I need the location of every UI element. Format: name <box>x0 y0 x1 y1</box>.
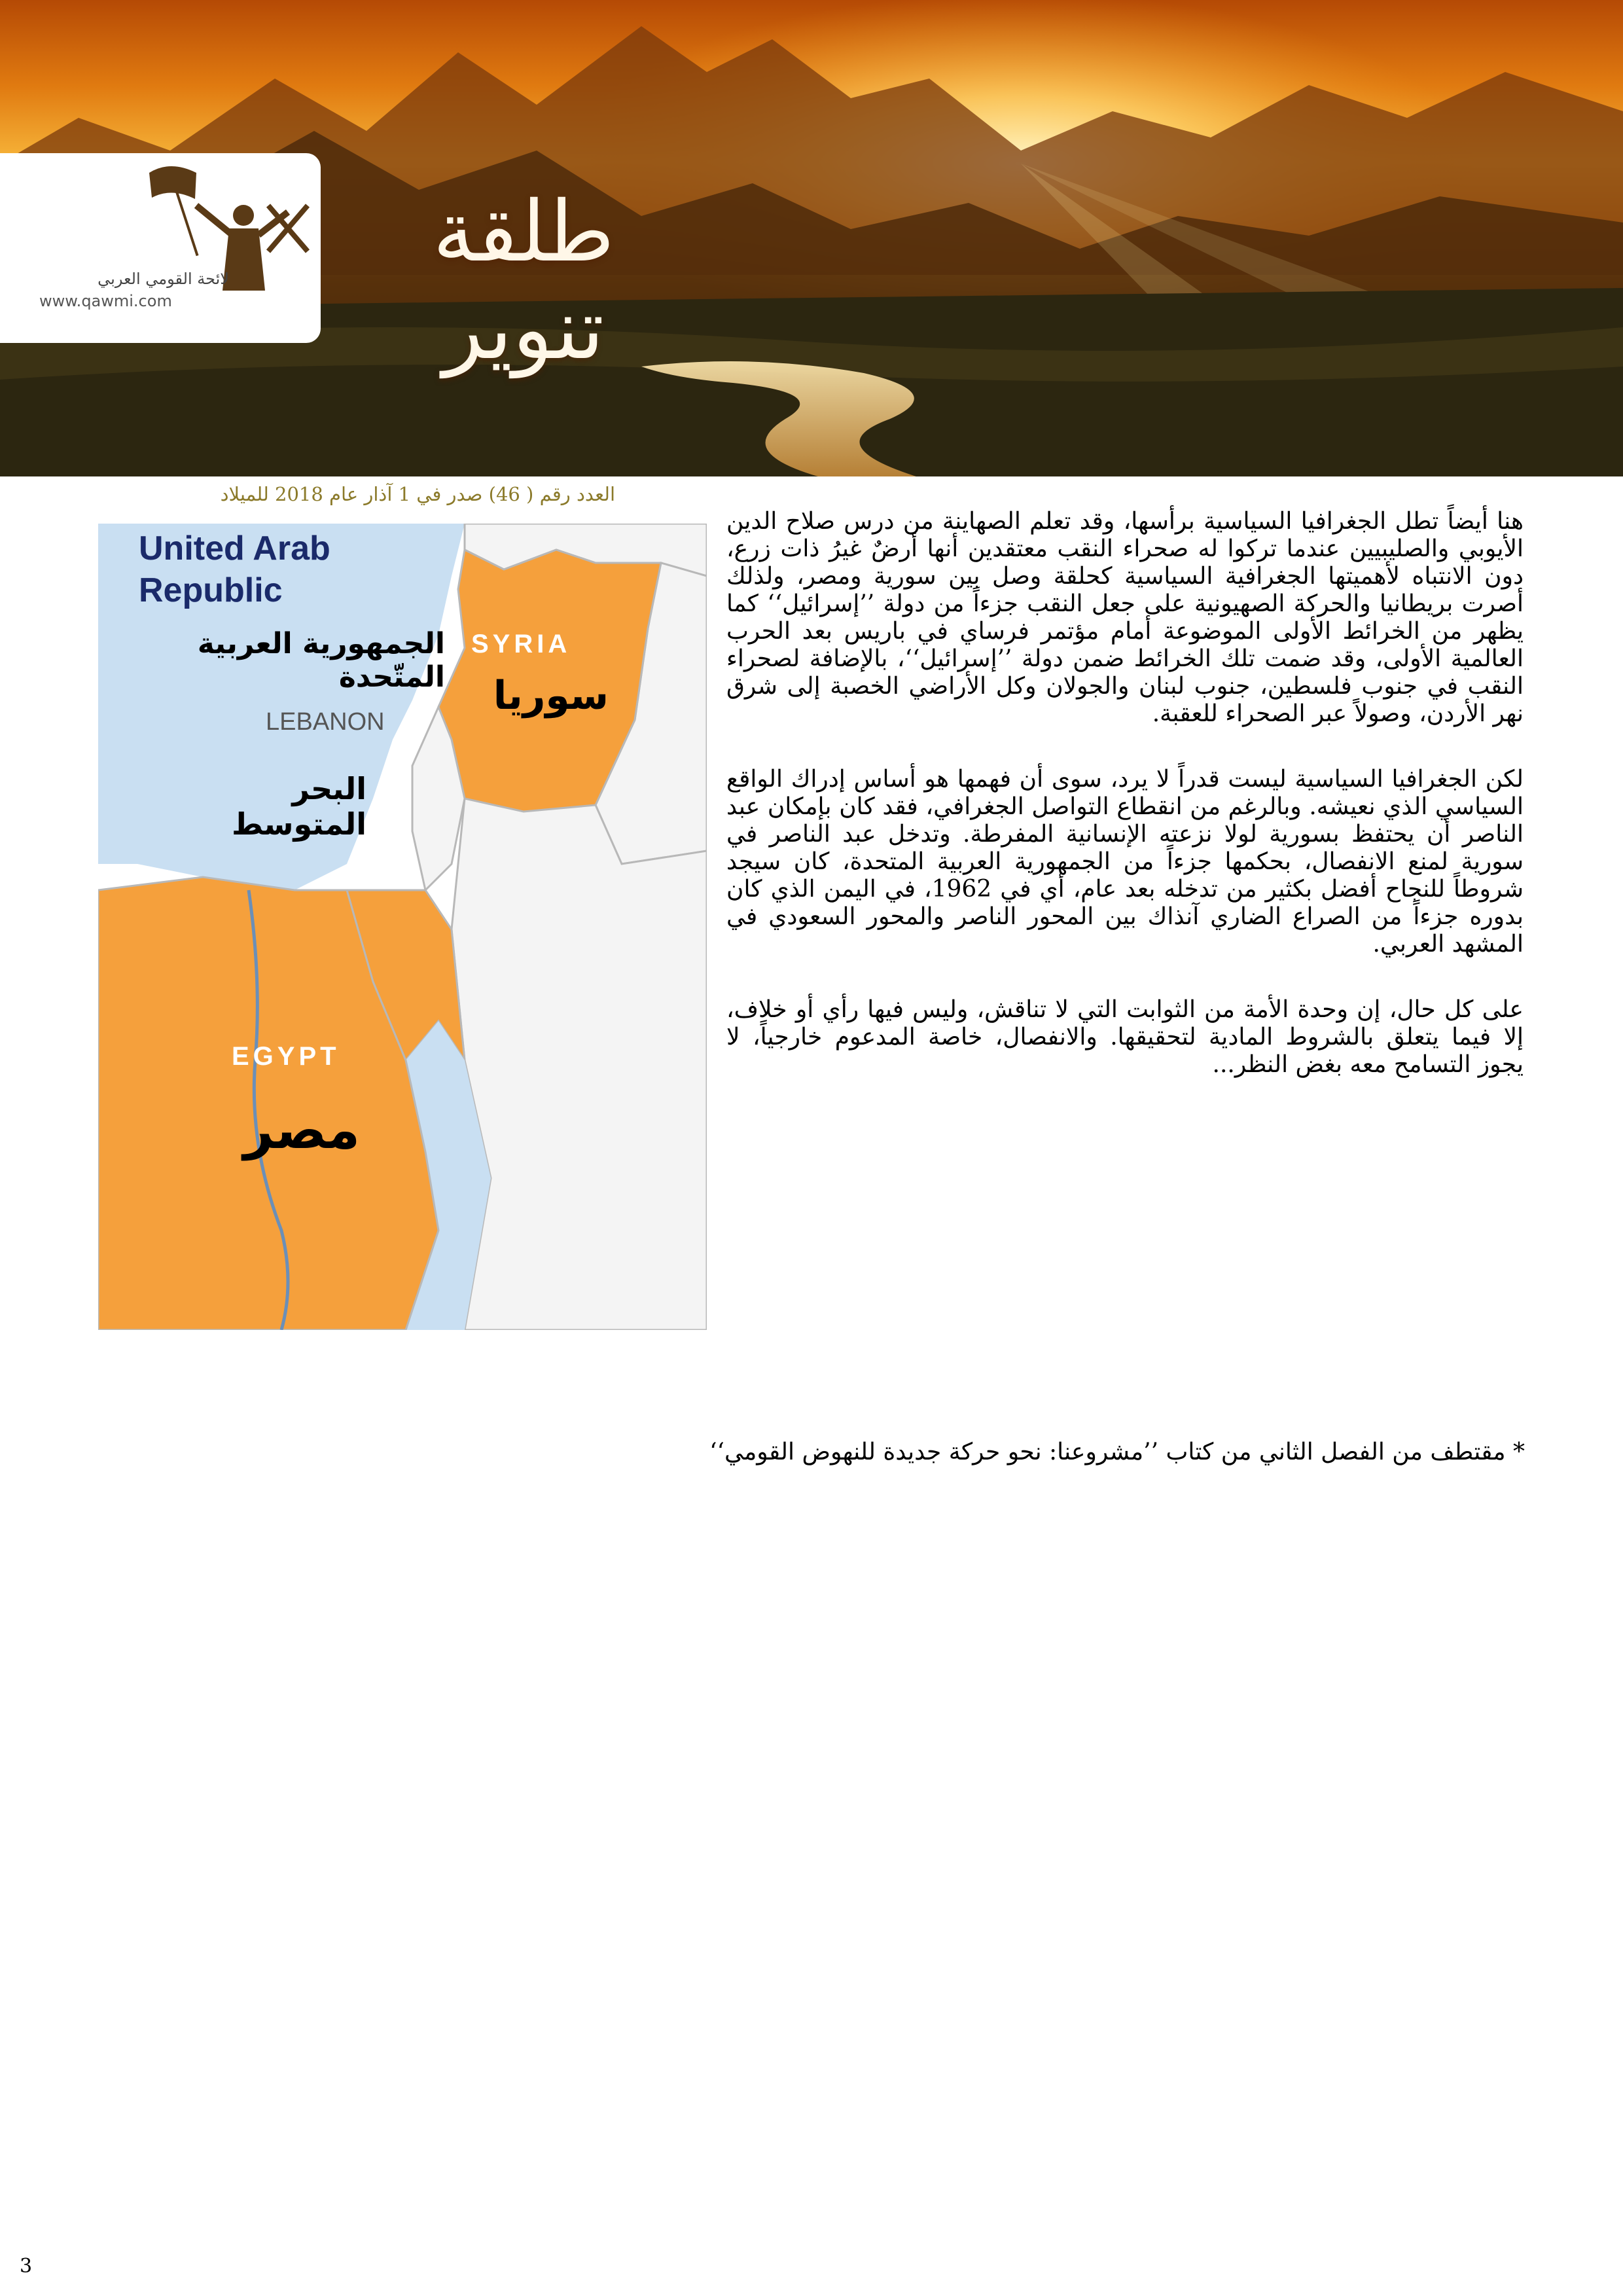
uar-map-image <box>98 524 707 1330</box>
header-banner <box>0 0 1623 476</box>
map-label-egypt-ar: مصر <box>243 1100 360 1160</box>
map-title-ar: الجمهورية العربية المتّحدة <box>197 627 445 694</box>
article-body <box>726 508 1524 1117</box>
map-label-egypt-en: EGYPT <box>232 1042 340 1071</box>
logo-card <box>0 153 321 343</box>
article-footnote: * مقتطف من الفصل الثاني من كتاب ’’مشروعنا: نحو حركة جديدة للنهوض القومي‘‘ <box>709 1439 1525 1465</box>
logo-name: لائحة القومي العربي <box>98 270 229 288</box>
logo-url: www.qawmi.com <box>39 292 172 310</box>
map-title-en-line2: Republic <box>139 571 283 609</box>
article-paragraph-2: لكن الجغرافيا السياسية ليست قدراً لا يرد، سوى أن فهمها هو أساس إدراك الواقع السياسي الذي نعيشه. وبالرغم من انقطاع التواصل الجغرافي، فقد كان بإمكان عبد الناصر أن يحتفظ بسورية لولا نزعته الإنسانية المفرطة. وتدخل عبد الناصر في سورية لمنع الانفصال، بحكمها جزءاً من الجمهورية العربية المتحدة، كان سيجد شروطاً للنجاح أفضل بكثير من تدخله بعد عام، أي في 1962، في اليمن الذي كان بدوره جزءاً من الصراع الضاري آنذاك بين المحور الناصر والمحور السعودي في المشهد العربي. <box>726 766 1524 958</box>
article-paragraph-3: على كل حال، إن وحدة الأمة من الثوابت التي لا تناقش، وليس فيها رأي أو خلاف، إلا فيما يتعلق بالشروط المادية لتحقيقها. والانفصال، خاصة المدعوم خارجياً، لا يجوز التسامح معه بغض النظر... <box>726 996 1524 1078</box>
map-label-syria-en: SYRIA <box>471 630 571 658</box>
flag-bearer-logo-icon <box>0 153 321 343</box>
map-title-en-line1: United Arab <box>139 529 330 567</box>
map-label-lebanon-en: LEBANON <box>266 708 385 736</box>
map-label-syria-ar: سوريا <box>493 673 609 719</box>
issue-line: العدد رقم ( 46) صدر في 1 آذار عام 2018 للميلاد <box>220 483 615 505</box>
map-label-sea-ar: البحر المتوسط <box>232 771 366 842</box>
article-paragraph-1: هنا أيضاً تطل الجغرافيا السياسية برأسها، وقد تعلم الصهاينة من درس صلاح الدين الأيوبي والصليبيين عندما تركوا له صحراء النقب معتقدين أنها أرضٌ غيرُ ذات زرع، دون الانتباه لأهميتها الجغرافية السياسية كحلقة وصل بين سورية ومصر، ولذلك أصرت بريطانيا والحركة الصهيونية على جعل النقب جزءاً من دولة ’’إسرائيل‘‘ كما يظهر من الخرائط الأولى الموضوعة أمام مؤتمر فرساي في باريس بعد الحرب العالمية الأولى، وقد ضمت تلك الخرائط ضمن دولة ’’إسرائيل‘‘، بالإضافة لصحراء النقب في جنوب فلسطين، جنوب لبنان والجولان وكل الأراضي الخصبة إلى شرق نهر الأردن، وصولاً عبر الصحراء للعقبة. <box>726 508 1524 727</box>
masthead-title: طلقة تنوير <box>433 183 615 378</box>
page-number: 3 <box>20 2255 33 2278</box>
